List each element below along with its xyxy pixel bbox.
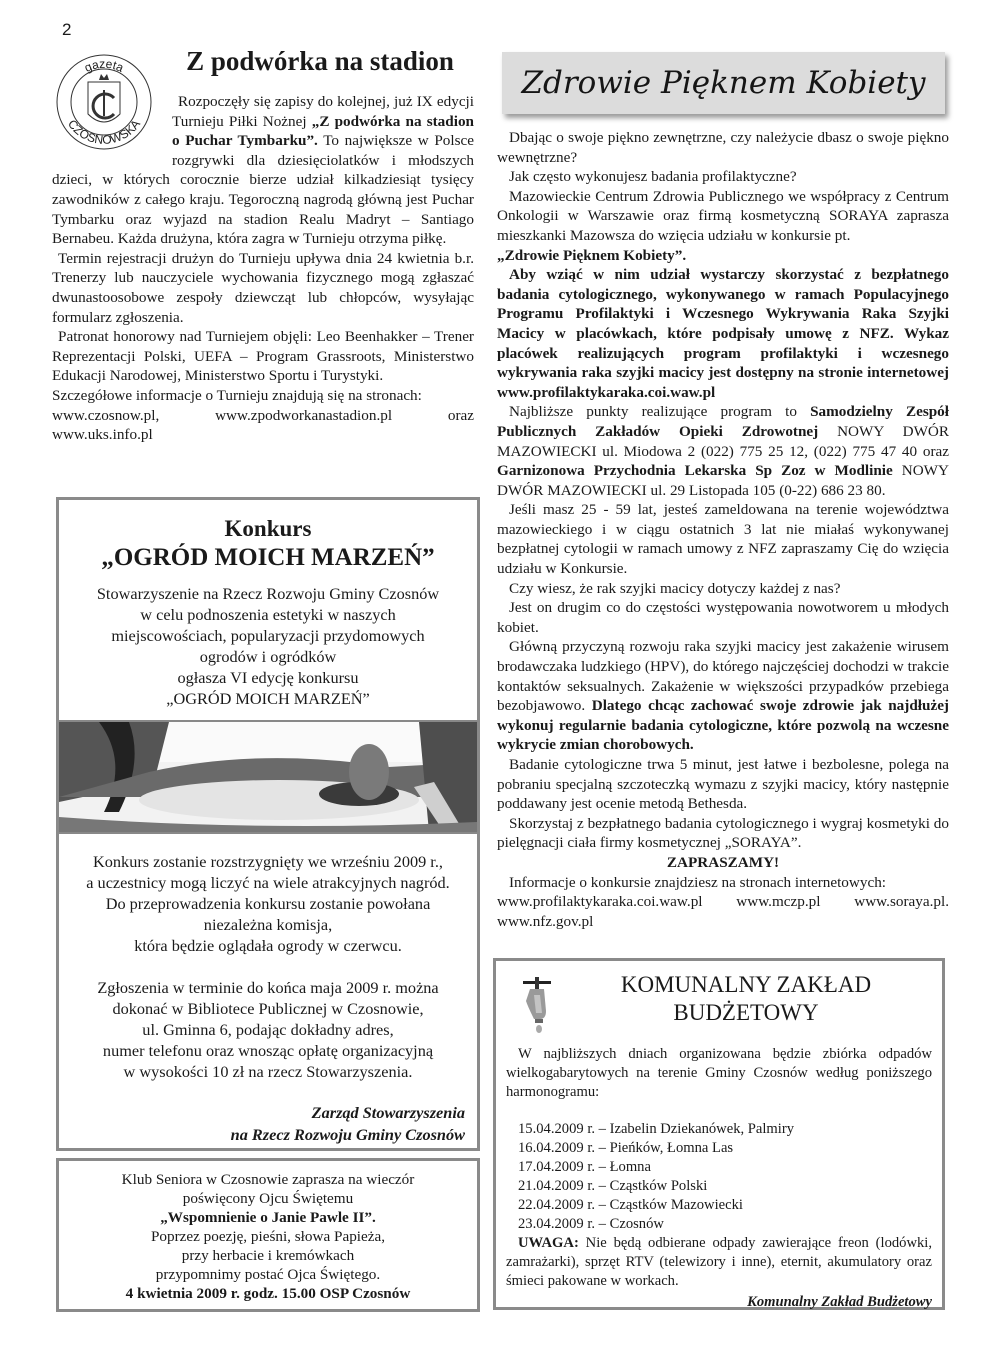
text-span: To największe w Polsce rozgrywki dla dziesięciolatków i młodszych dzieci, w których corocznie bierze udział kilkadziesiąt tysięcy zawodników z całego kraju. Tegoroczną nagrodą główną jest Puchar Tymbarku oraz wyjazd na stadion Realu Madryt – Santiago Bernabeu. Każda drużyna, która zagra w Turnieju otrzyma piłkę. [52,132,474,248]
konkurs-title: Konkurs [224,516,312,541]
kzb-box [493,958,945,1310]
note-label: UWAGA: [518,1235,579,1251]
zdrowie-contest-name [497,246,949,266]
article-stadion-paragraph: Szczegółowe informacje o Turnieju znajdują się na stronach: [52,386,422,404]
klub-line: Klub Seniora w Czosnowie zaprasza na wieczór [121,1171,415,1188]
konkurs-intro [59,583,477,709]
konkurs-signature [59,1102,465,1146]
svg-text:CZOSNOWSKA: CZOSNOWSKA [65,117,143,148]
konkurs-body-line: niezależna komisja, [203,915,333,934]
text-bold: „Z podwórka na stadion o Puchar Tymbarku”. [172,112,474,150]
text-span: NOWY DWÓR MAZOWIECKI ul. Miodowa 2 (022) 775 25 12, (022) 775 47 40 oraz [497,422,949,460]
zdrowie-paragraph: Skorzystaj z bezpłatnego badania cytologicznego i wygraj kosmetyki do pielęgnacji ciała firmy kosmetycznej „SORAYA”. [497,814,949,852]
schedule-item: 21.04.2009 r. – Cząstków Polski [518,1178,708,1194]
article-title-stadion: Z podwórka na stadion [186,46,454,76]
klub-event-date: 4 kwietnia 2009 r. godz. 15.00 OSP Czosnów [125,1285,411,1302]
svg-text:gazeta: gazeta [82,56,126,75]
page-number: 2 [62,20,72,39]
konkurs-intro-line: w celu podnoszenia estetyki w naszych [140,605,396,624]
klub-line: przy herbacie i kremówkach [181,1247,355,1264]
article-stadion-paragraph: Patronat honorowy nad Turniejem objęli: Leo Beenhakker – Trener Reprezentacji Polski, UEFA – Program Grassroots, Ministerstwo Edukacji Narodowej, Ministerstwo Sportu i Turystyki. [52,328,474,385]
konkurs-intro-line: „OGRÓD MOICH MARZEŃ” [166,689,370,708]
zdrowie-header-banner [502,52,945,114]
klub-line: poświęcony Ojcu Świętemu [182,1190,354,1207]
zdrowie-invite: ZAPRASZAMY! [666,853,780,871]
konkurs-body-line: Zgłoszenia w terminie do końca maja 2009 r. można [97,978,439,997]
konkurs-body-line: numer telefonu oraz wnosząc opłatę organizacyjną [102,1041,434,1060]
text-span: NOWY DWÓR MAZOWIECKI ul. 29 Listopada 105 (0-22) 686 23 80. [497,462,949,499]
link-uks[interactable]: www.uks.info.pl [52,426,153,444]
kzb-title-line: BUDŻETOWY [673,1000,819,1025]
zdrowie-paragraph: Informacje o konkursie znajdziesz na stronach internetowych: [509,873,887,891]
text-span: Główną przyczyną rozwoju raka szyjki macicy jest zakażenie wirusem brodawczaka ludzkiego (HPV), do którego najczęściej dochodzi w trakcie kontaktów seksualnych. Zakażenie w większości przypadków przebiega bezobjawowo. [497,638,949,715]
text-span: Rozpoczęły się zapisy do kolejnej, już IX edycji Turnieju Piłki Nożnej [172,93,474,130]
konkurs-box [56,497,480,1151]
konkurs-body [59,851,477,1082]
zdrowie-paragraph: Jeśli masz 25 - 59 lat, jesteś zameldowana na terenie województwa mazowieckiego i w ciągu ostatnich 3 lat nie miałaś wykonywanej bezpłatnej cytologii w ramach umowy z NFZ zapraszamy Cię do wzięcia udziału w Konkursie. [497,501,949,578]
zdrowie-header-title: Zdrowie Pięknem Kobiety [521,65,926,101]
konkurs-intro-line: ogłasza VI edycję konkursu [177,668,359,687]
logo-float-spacer [52,92,172,164]
klub-line: Poprzez poezję, pieśni, słowa Papieża, [150,1228,386,1245]
url-row [52,406,474,426]
konkurs-body-line: Do przeprowadzenia konkursu zostanie powołana [105,894,431,913]
konkurs-intro-line: miejscowościach, popularyzacji przydomowych [111,626,425,645]
konkurs-body-line: a uczestnicy mogą liczyć na wiele atrakcyjnych nagród. [86,873,450,892]
zdrowie-paragraph: Czy wiesz, że rak szyjki macicy dotyczy każdej z nas? [509,579,841,597]
zdrowie-paragraph: Jest on drugim co do częstości występowania nowotworem u młodych kobiet. [497,599,949,636]
zdrowie-paragraph [497,265,949,402]
konkurs-body-line: ul. Gminna 6, podając dokładny adres, [142,1020,394,1039]
kzb-note [506,1234,932,1291]
kzb-title [556,971,936,1027]
text-bold: Dlatego chcąc zachować swoje zdrowie jak najdłużej wykonuj regularnie badania cytologiczne, które pozwolą na wczesne wykrycie zmian chorobowych. [497,697,949,754]
konkurs-body-line: która będzie oglądała ogrody w czerwcu. [134,936,402,955]
url-conjunction: oraz [447,406,474,424]
kzb-body [506,1045,932,1312]
schedule-item: 16.04.2009 r. – Pieńków, Łomna Las [518,1140,734,1156]
park-pond-photo [59,720,477,834]
text-bold: Aby wziąć w nim udział wystarczy skorzystać z bezpłatnego badania cytologicznego, wykonywanego w ramach Populacyjnego Programu Profilaktyki i Wczesnego Wykrywania Raka Szyjki Macicy w placówkach, które podpisały umowę z NFZ. Wykaz placówek realizujących program profilaktyki i wczesnego wykrywania raka szyjki macicy jest dostępny na stronie internetowej www.profilaktykaraka.coi.waw.pl [497,266,949,401]
text-bold: „Zdrowie Pięknem Kobiety”. [497,246,687,264]
konkurs-body-line: w wysokości 10 zł na rzecz Stowarzyszenia. [123,1062,413,1081]
konkurs-intro-line: ogrodów i ogródków [199,647,337,666]
zdrowie-article-body [497,128,949,931]
faucet-icon [520,977,554,1033]
article-stadion-body [52,92,474,445]
link-zpodworkanastadion[interactable]: www.zpodworkanastadion.pl [215,406,393,424]
text-bold: Garnizonowa Przychodnia Lekarska Sp Zoz w Modlinie [497,462,893,480]
zdrowie-links[interactable]: www.profilaktykaraka.coi.waw.pl www.mczp.pl www.soraya.pl. www.nfz.gov.pl [497,893,949,930]
konkurs-intro-line: Stowarzyszenie na Rzecz Rozwoju Gminy Czosnów [96,584,440,603]
zdrowie-paragraph [497,402,949,500]
spacer [59,956,477,977]
text-span: Najbliższe punkty realizujące program to [509,403,811,421]
kzb-schedule [506,1120,932,1234]
signature-line: na Rzecz Rozwoju Gminy Czosnów [230,1125,465,1144]
kzb-title-line: KOMUNALNY ZAKŁAD [620,972,872,997]
signature-line: Zarząd Stowarzyszenia [311,1103,465,1122]
schedule-item: 22.04.2009 r. – Cząstków Mazowiecki [518,1197,743,1213]
zdrowie-paragraph: Mazowieckie Centrum Zdrowia Publicznego we współpracy z Centrum Onkologii w Warszawie oraz firmą kosmetyczną SORAYA zaprasza mieszkanki Mazowsza do wzięcia udziału w konkursie pt. [497,187,949,244]
schedule-item: 17.04.2009 r. – Łomna [518,1159,651,1175]
konkurs-subtitle: „OGRÓD MOICH MARZEŃ” [101,544,435,571]
text-bold: Samodzielny Zespół Publicznych Zakładów Opieki Zdrowotnej [497,403,949,440]
zdrowie-paragraph: Badanie cytologiczne trwa 5 minut, jest łatwe i bezbolesne, polega na pobraniu specjalną szczoteczką wymazu z szyjki macicy, który następnie poddawany jest ocenie metodą Bethesda. [497,756,949,813]
klub-event-title: „Wspomnienie o Janie Pawle II”. [160,1209,376,1226]
note-text: Nie będą odbierane odpady zawierające freon (lodówki, zamrażarki), sprzęt RTV (telewizory i inne), eternit, akumulatory oraz śmieci pakowane w workach. [506,1235,932,1289]
konkurs-body-line: dokonać w Bibliotece Publicznej w Czosnowie, [112,999,424,1018]
schedule-item: 23.04.2009 r. – Czosnów [518,1216,664,1232]
zdrowie-paragraph: Dbając o swoje piękno zewnętrzne, czy należycie dbasz o swoje piękno wewnętrzne? [497,129,949,166]
kzb-signature: Komunalny Zakład Budżetowy [747,1294,932,1310]
link-czosnow[interactable]: www.czosnow.pl, [52,406,160,424]
kzb-intro: W najbliższych dniach organizowana będzie zbiórka odpadów wielkogabarytowych na terenie Gminy Czosnów według poniższego harmonogramu: [506,1046,932,1100]
zdrowie-paragraph [497,637,949,755]
klub-line: przypomnimy postać Ojca Świętego. [155,1266,381,1283]
klub-seniora-box [56,1158,480,1312]
konkurs-body-line: Konkurs zostanie rozstrzygnięty we wrześniu 2009 r., [93,852,443,871]
schedule-item: 15.04.2009 r. – Izabelin Dziekanówek, Palmiry [518,1121,794,1137]
article-stadion-paragraph: Termin rejestracji drużyn do Turnieju upływa dnia 24 kwietnia b.r. Trenerzy lub nauczyciele wychowania fizycznego mogą zgłaszać dwunastoosobowe zespoły dziewcząt lub chłopców, wysyłając formularz zgłoszenia. [52,249,474,326]
zdrowie-paragraph: Jak często wykonujesz badania profilaktyczne? [509,168,797,186]
